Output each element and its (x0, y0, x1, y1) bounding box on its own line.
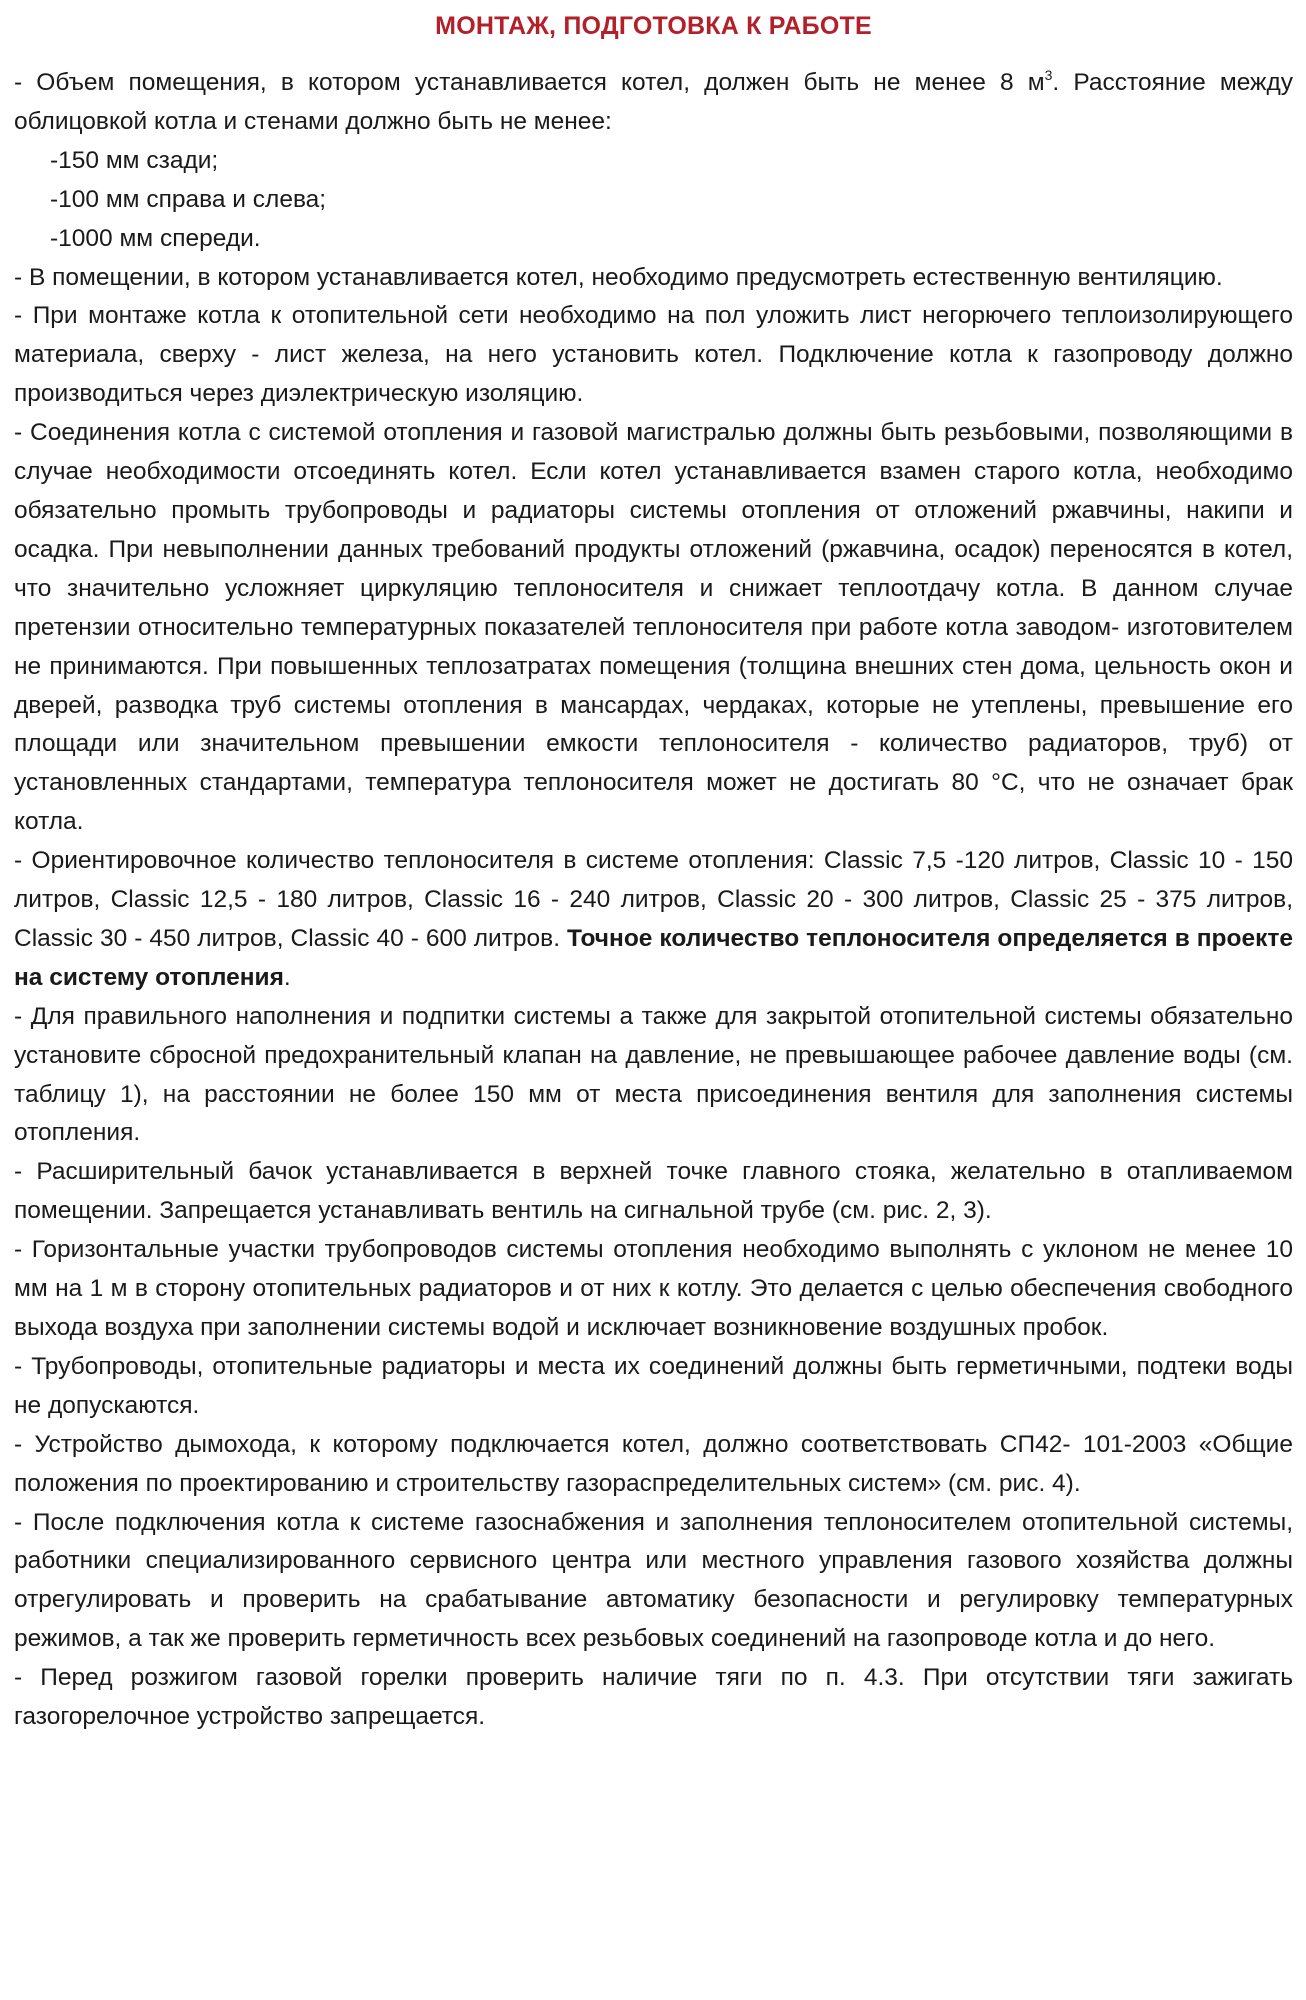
paragraph-coolant-volume: - Ориентировочное количество теплоносителя в системе отопления: Classic 7,5 -120 литров, Classic 10 - 150 литров, Classic 12,5 - 180 литров, Classic 16 - 240 литров, Classic 20 - 300 литров, Classic 25 - 375 литров, Classic 30 - 450 литров, Classic 40 - 600 литров. Точное количество теплоносителя определяется в проекте на систему отопления. (14, 847, 1293, 991)
paragraph-safety-valve: - Для правильного наполнения и подпитки системы а также для закрытой отопительной системы обязательно установите сбросной предохранительный клапан на давление, не превышающее рабочее давление воды (см. таблицу 1), на расстоянии не более 150 мм от места присоединения вентиля для заполнения системы отопления. (14, 1002, 1293, 1147)
paragraph-service-check: - После подключения котла к системе газоснабжения и заполнения теплоносителем отопительной системы, работники специализированного сервисного центра или местного управления газового хозяйства должны отрегулировать и проверить на срабатывание автоматику безопасности и регулировку температурных режимов, а так же проверить герметичность всех резьбовых соединений на газопроводе котла и до него. (14, 1508, 1293, 1653)
paragraph-room-volume: - Объем помещения, в котором устанавливается котел, должен быть не менее 8 $м^3$. Расстояние между облицовкой котла и стенами должно быть не менее: (14, 67, 1293, 135)
page-title: МОНТАЖ, ПОДГОТОВКА К РАБОТЕ (435, 12, 872, 40)
clearance-item: -1000 мм спереди. (50, 224, 261, 252)
paragraph-mounting: - При монтаже котла к отопительной сети необходимо на пол уложить лист негорючего теплоизолирующего материала, сверху - лист железа, на него установить котел. Подключение котла к газопроводу должно производиться через диэлектрическую изоляцию. (14, 302, 1293, 408)
clearance-item: -100 мм справа и слева; (50, 185, 327, 213)
paragraph-expansion-tank: - Расширительный бачок устанавливается в верхней точке главного стояка, желательно в отапливаемом помещении. Запрещается устанавливать вентиль на сигнальной трубе (см. рис. 2, 3). (14, 1158, 1293, 1225)
paragraph-connections: - Соединения котла с системой отопления и газовой магистралью должны быть резьбовыми, позволяющими в случае необходимости отсоединять котел. Если котел устанавливается взамен старого котла, необходимо обязательно промыть трубопроводы и радиаторы системы отопления от отложений ржавчины, накипи и осадка. При невыполнении данных требований продукты отложений (ржавчина, осадок) переносятся в котел, что значительно усложняет циркуляцию теплоносителя и снижает теплоотдачу котла. В данном случае претензии относительно температурных показателей теплоносителя при работе котла заводом- изготовителем не принимаются. При повышенных теплозатратах помещения (толщина внешних стен дома, цельность окон и дверей, разводка труб системы отопления в мансардах, чердаках, которые не утеплены, превышение его площади или значительном превышении емкости теплоносителя - количество радиаторов, труб) от установленных стандартами, температура теплоносителя может не достигать 80 °С, что не означает брак котла. (14, 419, 1293, 836)
paragraph-draft-check: - Перед розжигом газовой горелки проверить наличие тяги по п. 4.3. При отсутствии тяги зажигать газогорелочное устройство запрещается. (14, 1664, 1293, 1731)
document-body (14, 64, 1293, 1737)
paragraph-pipe-tightness: - Трубопроводы, отопительные радиаторы и места их соединений должны быть герметичными, подтеки воды не допускаются. (14, 1352, 1293, 1419)
clearance-item: -150 мм сзади; (50, 146, 219, 174)
paragraph-ventilation: - В помещении, в котором устанавливается котел, необходимо предусмотреть естественную вентиляцию. (14, 263, 1223, 291)
paragraph-chimney: - Устройство дымохода, к которому подключается котел, должно соответствовать СП42- 101-2003 «Общие положения по проектированию и строительству газораспределительных систем» (см. рис. 4). (14, 1430, 1293, 1497)
paragraph-pipe-slope: - Горизонтальные участки трубопроводов системы отопления необходимо выполнять с уклоном не менее 10 мм на 1 м в сторону отопительных радиаторов и от них к котлу. Это делается с целью обеспечения свободного выхода воздуха при заполнении системы водой и исключает возникновение воздушных пробок. (14, 1236, 1293, 1341)
